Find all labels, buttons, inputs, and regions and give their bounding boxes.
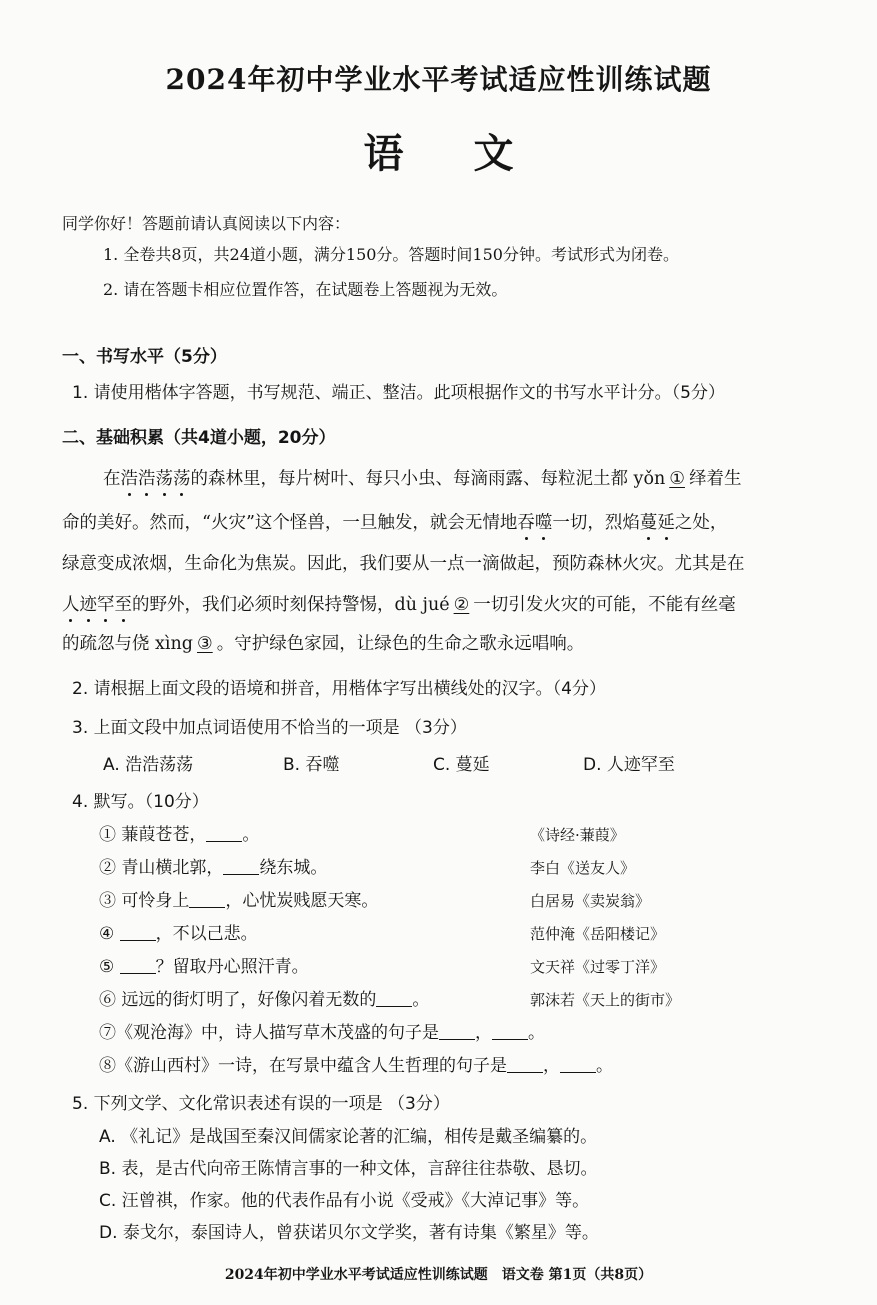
q4-item-6 (99, 988, 429, 1012)
q4-item-text: ⑤ (99, 957, 120, 977)
q4-item-text: ⑥ 远远的街灯明了，好像闪着无数的 (99, 990, 377, 1010)
passage-text: 一切引发火灾的可能，不能有丝毫 (473, 595, 736, 615)
passage-text: 的森林里，每片树叶、每只小虫、每滴雨露、每粒泥土都 yǒn (190, 469, 666, 489)
q4-item-5 (99, 955, 309, 979)
passage-line-5 (62, 632, 584, 656)
q4-item-8 (99, 1054, 613, 1078)
q5-option-d: D. 泰戈尔，泰国诗人，曾获诺贝尔文学奖，著有诗集《繁星》等。 (99, 1223, 599, 1243)
fill-blank-3: ③ (197, 634, 213, 654)
passage-line-4 (62, 593, 736, 617)
q5-option-b: B. 表，是古代向帝王陈情言事的一种文体，言辞往往恭敬、恳切。 (99, 1159, 598, 1179)
passage-text: 的野外，我们必须时刻保持警惕，dù jué (132, 595, 450, 615)
answer-blank (206, 825, 242, 842)
passage-text: 命的美好。然而，“火灾”这个怪兽，一旦触发，就会无情地 (62, 513, 518, 533)
q4-item-3 (99, 889, 378, 913)
dotted-word: 吞噬 (517, 513, 553, 533)
q4-item-text: 。 (528, 1023, 545, 1043)
q3-option-c: C. 蔓延 (433, 755, 490, 775)
section-2-heading: 二、基础积累（共4道小题，20分） (62, 428, 336, 448)
question-2: 2. 请根据上面文段的语境和拼音，用楷体字写出横线处的汉字。（4分） (72, 679, 606, 699)
q4-item-text: ④ (99, 924, 120, 944)
q4-item-text: ？留取丹心照汗青。 (155, 957, 309, 977)
answer-blank (189, 891, 225, 908)
passage-text: 在 (103, 469, 121, 489)
answer-blank (120, 957, 156, 974)
passage-line-1 (103, 467, 741, 491)
answer-blank (492, 1023, 528, 1040)
q4-item-text: ⑦《观沧海》中，诗人描写草木茂盛的句子是 (99, 1023, 439, 1043)
q4-source-1: 《诗经·蒹葭》 (530, 826, 625, 844)
answer-blank (439, 1023, 475, 1040)
fill-blank-1: ① (669, 469, 685, 489)
q4-item-text: ， (543, 1056, 560, 1076)
q4-item-text: ， (475, 1023, 492, 1043)
dotted-word: 浩浩荡荡 (120, 469, 191, 489)
q4-source-6: 郭沫若《天上的街市》 (530, 991, 681, 1009)
q4-item-4 (99, 922, 258, 946)
answer-blank (120, 924, 156, 941)
page-footer: 2024年初中学业水平考试适应性训练试题 语文卷 第1页（共8页） (224, 1267, 653, 1283)
passage-line-2 (62, 511, 727, 535)
q4-item-text: ① 蒹葭苍苍， (99, 825, 207, 845)
q4-item-text: ③ 可怜身上 (99, 891, 190, 911)
q4-item-text: ，不以己悲。 (155, 924, 258, 944)
q4-item-text: 。 (242, 825, 260, 845)
answer-blank (376, 990, 412, 1007)
notice-item-1: 1. 全卷共8页，共24道小题，满分150分。答题时间150分钟。考试形式为闭卷。 (103, 245, 679, 264)
q4-item-7 (99, 1021, 545, 1045)
section-1-heading: 一、书写水平（5分） (62, 347, 227, 367)
question-5: 5. 下列文学、文化常识表述有误的一项是 （3分） (72, 1094, 450, 1114)
passage-text: 。守护绿色家园，让绿色的生命之歌永远唱响。 (216, 634, 585, 654)
q4-item-text: 。 (596, 1056, 613, 1076)
q4-source-4: 范仲淹《岳阳楼记》 (530, 925, 666, 943)
question-4: 4. 默写。（10分） (72, 792, 209, 812)
notice-item-2: 2. 请在答题卡相应位置作答，在试题卷上答题视为无效。 (103, 280, 508, 299)
exam-title: 2024年初中学业水平考试适应性训练试题 (165, 63, 712, 96)
notice-greeting: 同学你好！答题前请认真阅读以下内容： (62, 214, 351, 233)
q4-source-2: 李白《送友人》 (530, 859, 636, 877)
q4-item-text: 绕东城。 (259, 858, 328, 878)
subject-title: 语文 (363, 130, 584, 177)
question-1: 1. 请使用楷体字答题，书写规范、端正、整洁。此项根据作文的书写水平计分。（5分） (72, 383, 725, 403)
question-3: 3. 上面文段中加点词语使用不恰当的一项是 （3分） (72, 718, 467, 738)
q4-source-3: 白居易《卖炭翁》 (530, 892, 651, 910)
q4-item-text: ，心忧炭贱愿天寒。 (225, 891, 379, 911)
q4-item-text: ⑧《游山西村》一诗，在写景中蕴含人生哲理的句子是 (99, 1056, 507, 1076)
passage-text: 一切，烈焰 (552, 513, 640, 533)
q4-item-text: 。 (412, 990, 430, 1010)
answer-blank (560, 1056, 596, 1073)
q5-option-a: A. 《礼记》是战国至秦汉间儒家论著的汇编，相传是戴圣编纂的。 (99, 1127, 598, 1147)
q3-option-d: D. 人迹罕至 (583, 755, 675, 775)
passage-text: 之处， (674, 513, 728, 533)
q3-option-b: B. 吞噬 (283, 755, 340, 775)
q4-source-5: 文天祥《过零丁洋》 (530, 958, 666, 976)
answer-blank (507, 1056, 543, 1073)
fill-blank-2: ② (453, 595, 470, 615)
q4-item-text: ② 青山横北郭， (99, 858, 224, 878)
answer-blank (223, 858, 259, 875)
dotted-word: 蔓延 (639, 513, 675, 533)
q4-item-1 (99, 823, 259, 847)
passage-line-3: 绿意变成浓烟，生命化为焦炭。因此，我们要从一点一滴做起，预防森林火灾。尤其是在 (62, 554, 745, 574)
q3-option-a: A. 浩浩荡荡 (103, 755, 194, 775)
q5-option-c: C. 汪曾祺，作家。他的代表作品有小说《受戒》《大淖记事》等。 (99, 1191, 590, 1211)
q4-item-2 (99, 856, 327, 880)
passage-text: 绎着生 (688, 469, 742, 489)
dotted-word: 人迹罕至 (62, 595, 132, 615)
passage-text: 的疏忽与侥 xìng (62, 634, 194, 654)
